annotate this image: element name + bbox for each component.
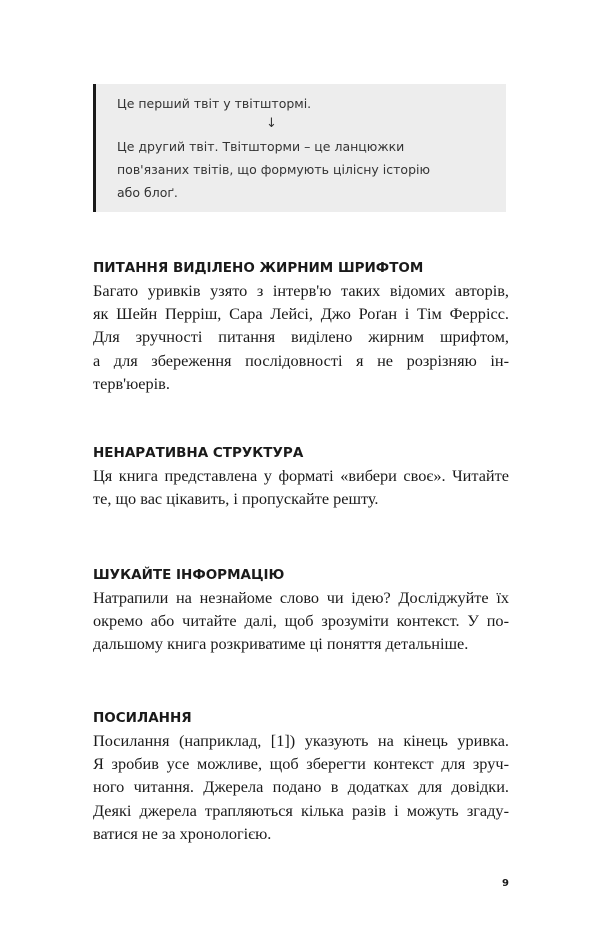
page-number: 9 xyxy=(502,878,509,889)
tweetstorm-example-quote xyxy=(93,84,506,212)
section-heading: НЕНАРАТИВНА СТРУКТУРА xyxy=(93,445,304,461)
paragraph-line: ного читання. Джерела подано в додатках для довідки. xyxy=(93,777,509,797)
paragraph-line: окремо або читайте далі, щоб зрозуміти контекст. У по- xyxy=(93,611,509,631)
section-bold-questions xyxy=(93,257,509,395)
paragraph-line: ватися не за хронологією. xyxy=(93,823,272,843)
paragraph-line: те, що вас цікавить, і пропускайте решту. xyxy=(93,489,379,509)
paragraph-line: терв'юерів. xyxy=(93,373,170,393)
quote-line: пов'язаних твітів, що формують цілісну історію xyxy=(117,162,431,177)
section-nonnarrative-structure xyxy=(93,442,509,510)
section-heading: ПИТАННЯ ВИДІЛЕНО ЖИРНИМ ШРИФТОМ xyxy=(93,260,424,276)
paragraph-line: Деякі джерела трапляються кілька разів і можуть згаду- xyxy=(93,800,509,820)
paragraph-line: Для зручності питання виділено жирним шрифтом, xyxy=(93,327,509,347)
section-heading: ПОСИЛАННЯ xyxy=(93,710,192,726)
quote-line: Це другий твіт. Твітшторми – це ланцюжки xyxy=(117,139,405,154)
section-look-up-info xyxy=(93,564,509,656)
paragraph-line: дальшому книга розкриватиме ці поняття детальніше. xyxy=(93,634,469,654)
quote-line: або блоґ. xyxy=(117,185,178,200)
paragraph-line: Я зробив усе можливе, щоб зберегти контекст для зруч- xyxy=(93,754,509,774)
paragraph-line: Багато уривків узято з інтерв'ю таких відомих авторів, xyxy=(93,281,509,300)
paragraph-line: а для збереження послідовності я не розрізняю ін- xyxy=(93,350,509,370)
paragraph-line: Посилання (наприклад, [1]) указують на кінець уривка. xyxy=(93,731,509,750)
quote-line: Це перший твіт у твітштормі. xyxy=(117,96,312,111)
section-heading: ШУКАЙТЕ ІНФОРМАЦІЮ xyxy=(93,567,285,583)
section-references xyxy=(93,707,509,845)
paragraph-line: як Шейн Перріш, Сара Лейсі, Джо Роґан і Тім Ферріcс. xyxy=(93,304,509,324)
arrow-down-icon: ↓ xyxy=(266,116,277,131)
paragraph-line: Ця книга представлена у форматі «вибери своє». Читайте xyxy=(93,466,509,485)
paragraph-line: Натрапили на незнайоме слово чи ідею? Досліджуйте їх xyxy=(93,588,509,607)
